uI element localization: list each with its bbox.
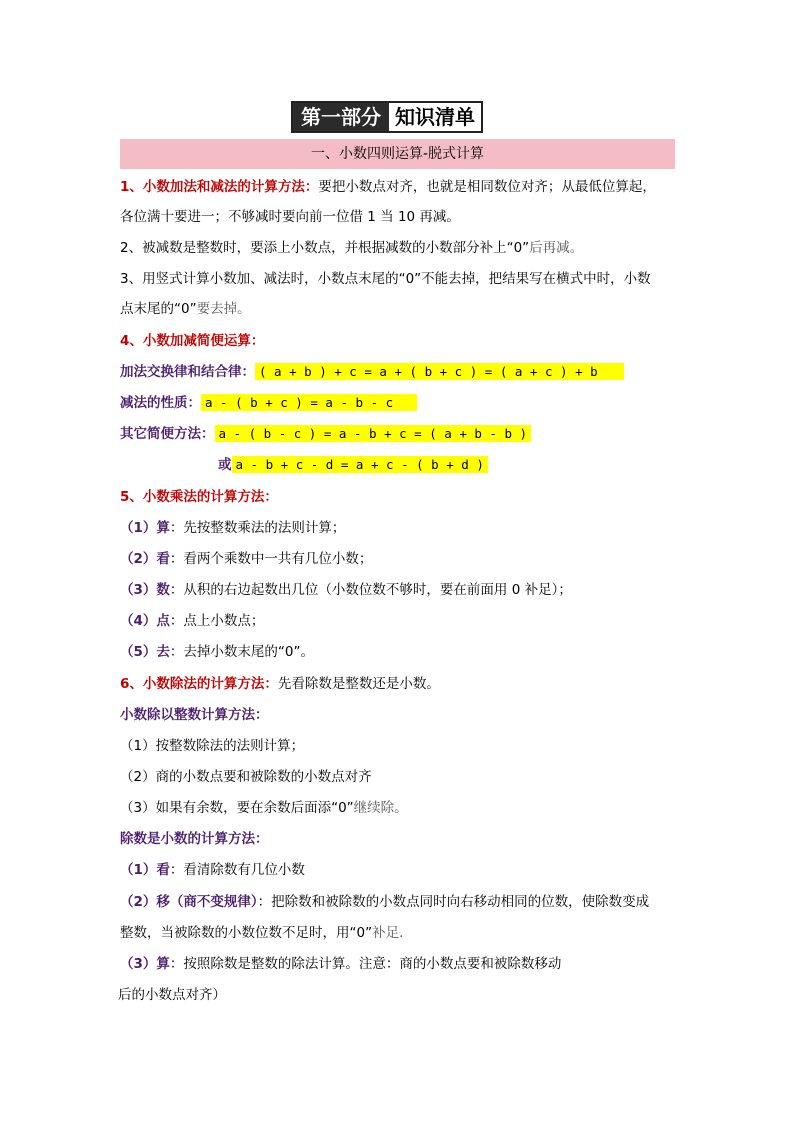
p5-step2-text: ：看两个乘数中一共有几位小数；: [169, 551, 373, 567]
p6-sub1-step2: （2）商的小数点要和被除数的小数点对齐: [120, 769, 372, 785]
p6-sub2-step2-cont: [120, 923, 403, 943]
p5-step1-text: ：先按整数乘法的法则计算；: [169, 520, 346, 536]
law4-formula: a - b + c - d = a + c - ( b + d ): [232, 456, 488, 473]
law3-label: 其它简便方法：: [120, 426, 215, 442]
p5-step4-key: （4）点: [120, 613, 170, 629]
law1-formula: ( a + b ) + c = a + ( b + c ) = ( a + c ) + b: [255, 363, 624, 380]
p6-text: 先看除数是整数还是小数。: [277, 676, 440, 692]
p4-law1: [120, 362, 624, 382]
p5-step5-text: ：去掉小数末尾的“0”。: [169, 644, 314, 660]
p5-heading: 5、小数乘法的计算方法：: [120, 489, 278, 505]
p4-law3: [120, 424, 531, 444]
p1-text: 要把小数点对齐，也就是相同数位对齐；从最低位算起，: [318, 179, 656, 195]
p3-cont: 点末尾的“0”: [120, 301, 197, 317]
banner-part-label: 第一部分: [293, 103, 389, 131]
p6-sub2-step1: [120, 860, 305, 880]
p6-s3-key: （3）算: [120, 956, 170, 972]
p4-law4: [218, 455, 488, 475]
p4-heading: 4、小数加减简便运算：: [120, 333, 265, 349]
section-title: 一、小数四则运算-脱式计算: [120, 139, 675, 169]
p1-heading: 1、小数加法和减法的计算方法: [120, 179, 305, 195]
p6-s3-text: ：按照除数是整数的除法计算。注意：商的小数点要和被除数移动: [169, 956, 562, 972]
law2-formula: a - ( b + c ) = a - b - c: [201, 394, 417, 411]
p6-sub1-step3-text: （3）如果有余数，要在余数后面添“0”: [120, 800, 354, 816]
p6-s2-cont: 整数，当被除数的小数位数不足时，用“0”: [120, 925, 373, 941]
p3-line2: [120, 299, 251, 319]
banner-title: 知识清单: [389, 103, 481, 131]
p5-step2: [120, 549, 372, 569]
p2-text: 2、被减数是整数时，要添上小数点，并根据减数的小数部分补上“0”: [120, 240, 530, 256]
law4-prefix: 或: [218, 457, 232, 473]
p5-step4: [120, 611, 264, 631]
p6-line: [120, 674, 440, 694]
p5-step1: [120, 518, 345, 538]
p5-step1-key: （1）算: [120, 520, 170, 536]
p6-s2-tail: 补足.: [372, 925, 404, 941]
p6-sub2-heading: 除数是小数的计算方法：: [120, 831, 269, 847]
p6-sub1-step3: [120, 798, 408, 818]
p3-line1: 3、用竖式计算小数加、减法时，小数点末尾的“0”不能去掉，把结果写在横式中时，小数: [120, 271, 651, 287]
law3-formula: a - ( b - c ) = a - b + c = ( a + b - b ): [215, 425, 532, 442]
p6-sub1-step3-tail: 继续除。: [353, 800, 408, 816]
p3-tail: 要去掉。: [196, 301, 251, 317]
law2-label: 减法的性质：: [120, 395, 201, 411]
p6-sub1-heading: 小数除以整数计算方法：: [120, 707, 269, 723]
p1-line2: 各位满十要进一；不够减时要向前一位借 1 当 10 再减。: [120, 209, 460, 225]
p6-heading: 6、小数除法的计算方法：: [120, 676, 278, 692]
p5-step3: [120, 580, 572, 600]
p6-sub2-step2: [120, 892, 649, 912]
p6-sub2-step3-cont: 后的小数点对齐）: [118, 987, 226, 1003]
p5-step2-key: （2）看: [120, 551, 170, 567]
p5-step3-text: ：从积的右边起数出几位（小数位数不够时，要在前面用 0 补足）；: [169, 582, 572, 598]
part-banner: [291, 101, 483, 133]
p2-line: [120, 238, 583, 258]
p6-s2-key: （2）移（商不变规律）: [120, 894, 258, 910]
p2-tail: 后再减。: [529, 240, 584, 256]
p6-s1-text: ：看清除数有几位小数: [169, 862, 305, 878]
p6-sub2-step3: [120, 954, 561, 974]
p1-line1: [120, 177, 656, 197]
p6-s1-key: （1）看: [120, 862, 170, 878]
p4-law2: [120, 393, 417, 413]
p5-step3-key: （3）数: [120, 582, 170, 598]
p6-sub1-step1: （1）按整数除法的法则计算；: [120, 738, 305, 754]
p1-colon: ：: [304, 179, 319, 195]
p5-step4-text: ：点上小数点；: [169, 613, 265, 629]
p5-step5: [120, 642, 314, 662]
law1-label: 加法交换律和结合律：: [120, 364, 255, 380]
p6-s2-text: ：把除数和被除数的小数点同时向右移动相同的位数，使除数变成: [257, 894, 650, 910]
p5-step5-key: （5）去: [120, 644, 170, 660]
